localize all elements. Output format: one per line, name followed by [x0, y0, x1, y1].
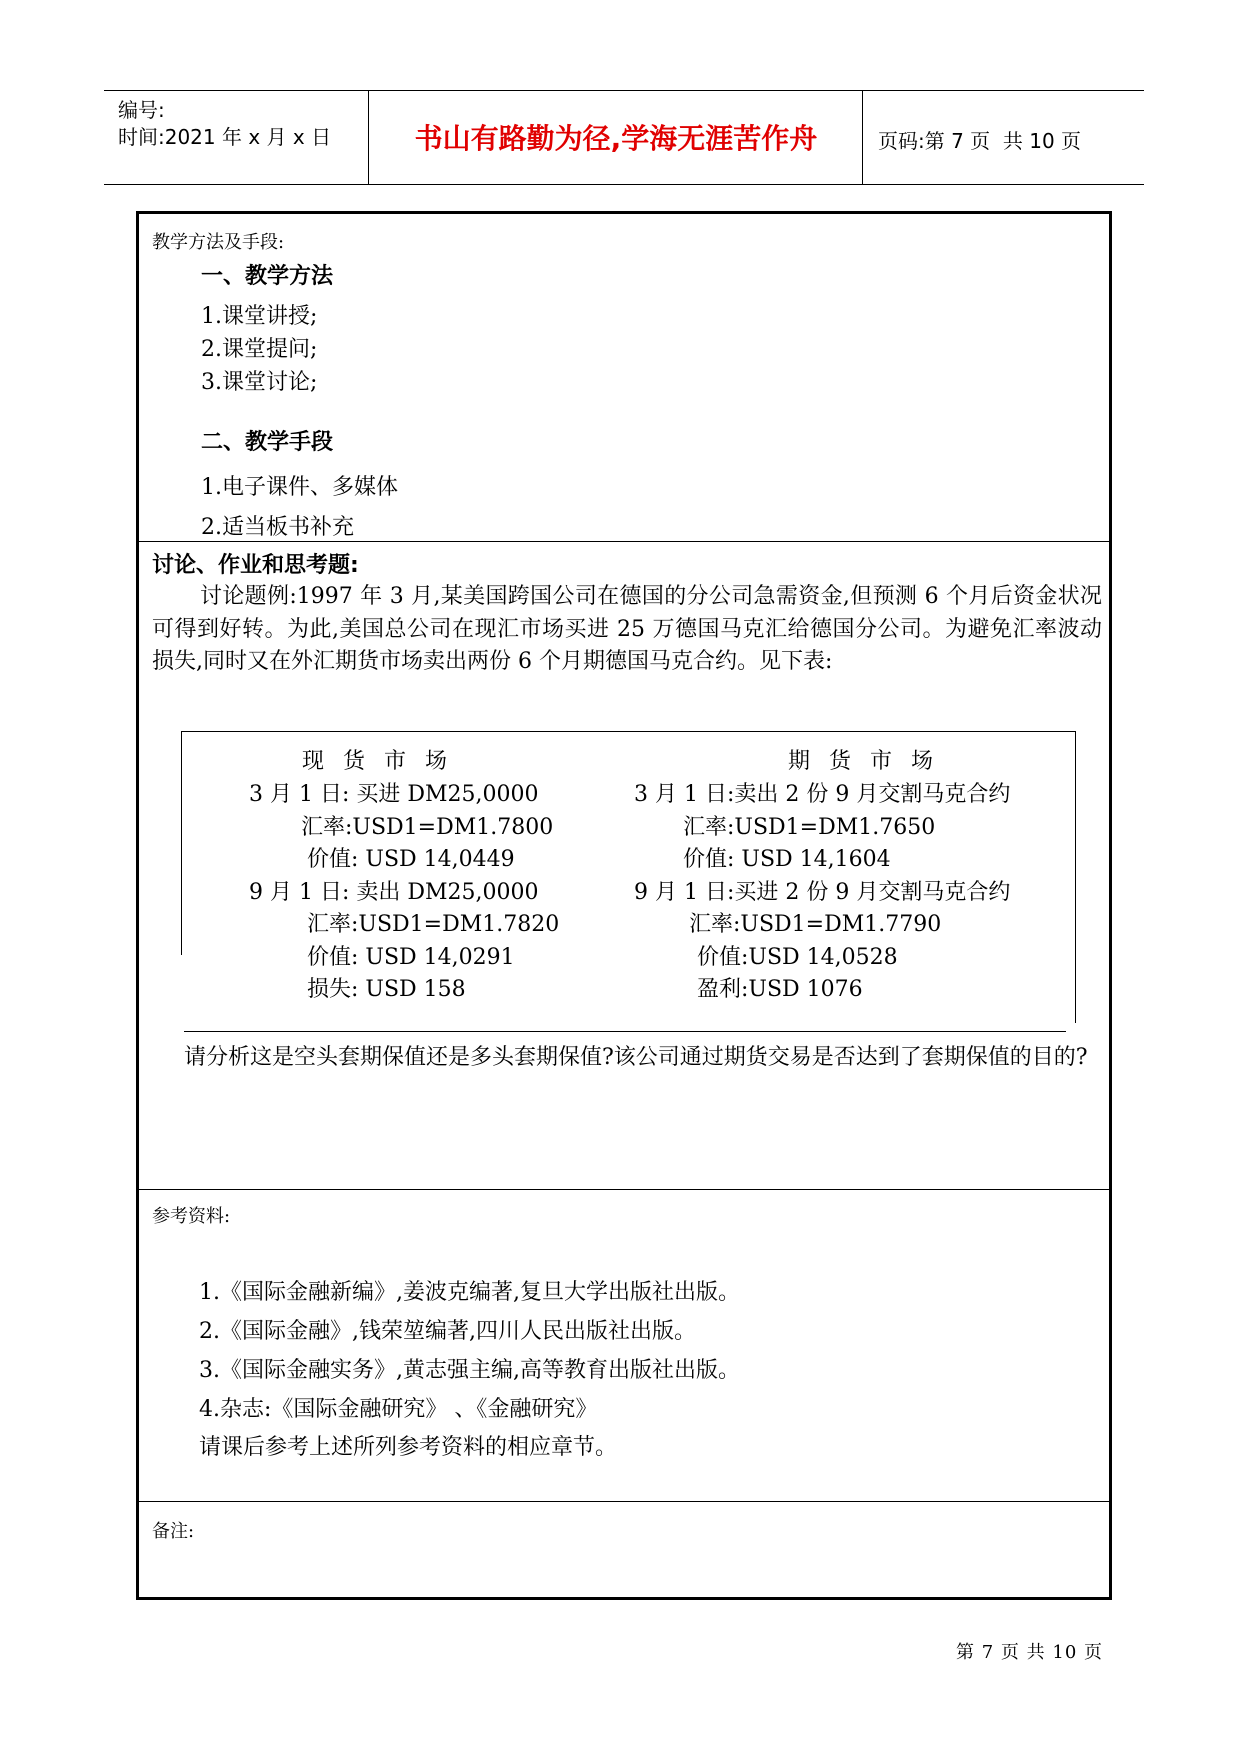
table-bottom-border [184, 1031, 1066, 1032]
methods-item: 3.课堂讨论; [201, 370, 318, 395]
futures-row: 价值:USD 14,0528 [697, 945, 898, 970]
header-page-cell [864, 91, 1144, 184]
page-footer: 第 7 页 共 10 页 [956, 1642, 1103, 1663]
methods-item: 2.适当板书补充 [201, 515, 354, 540]
header-motto-cell [370, 91, 863, 184]
methods-section-label: 教学方法及手段: [152, 232, 285, 253]
lesson-plan-table [136, 211, 1112, 1600]
spot-row: 价值: USD 14,0449 [307, 847, 515, 872]
futures-row: 汇率:USD1=DM1.7790 [689, 912, 942, 937]
futures-row: 3 月 1 日:卖出 2 份 9 月交割马克合约 [634, 782, 1011, 807]
futures-row: 价值: USD 14,1604 [683, 847, 891, 872]
futures-row: 9 月 1 日:买进 2 份 9 月交割马克合约 [634, 880, 1011, 905]
page-header [104, 90, 1144, 185]
remarks-section-label: 备注: [152, 1521, 195, 1542]
discussion-paragraph: 讨论题例:1997 年 3 月,某美国跨国公司在德国的分公司急需资金,但预测 6 个月后资金状况可得到好转。为此,美国总公司在现汇市场买进 25 万德国马克汇给德国分公司。为避免汇率波动损失,同时又在外汇期货市场卖出两份 6 个月期德国马克合约。见下表: [152, 584, 1102, 674]
reference-item: 3.《国际金融实务》,黄志强主编,高等教育出版社出版。 [199, 1358, 740, 1383]
discussion-title: 讨论、作业和思考题: [152, 553, 359, 578]
futures-market-header: 期 货 市 场 [788, 749, 939, 774]
spot-row: 汇率:USD1=DM1.7800 [301, 815, 554, 840]
table-top-border [181, 731, 1076, 732]
methods-part2-title: 二、教学手段 [201, 430, 334, 455]
header-info-cell [104, 91, 369, 184]
references-note: 请课后参考上述所列参考资料的相应章节。 [199, 1435, 618, 1460]
spot-row: 9 月 1 日: 卖出 DM25,0000 [249, 880, 539, 905]
row-divider [139, 1189, 1109, 1190]
spot-row: 3 月 1 日: 买进 DM25,0000 [249, 782, 539, 807]
doc-time-label: 时间:2021 年 x 月 x 日 [118, 125, 332, 149]
reference-item: 1.《国际金融新编》,姜波克编著,复旦大学出版社出版。 [199, 1280, 740, 1305]
methods-item: 1.课堂讲授; [201, 304, 318, 329]
futures-row: 盈利:USD 1076 [697, 977, 863, 1002]
header-page-number: 页码:第 7 页 共 10 页 [878, 129, 1082, 153]
table-right-border [1075, 731, 1076, 1023]
spot-market-header: 现 货 市 场 [302, 749, 453, 774]
motto-text: 书山有路勤为径,学海无涯苦作舟 [414, 122, 818, 155]
references-section-label: 参考资料: [152, 1206, 231, 1227]
doc-number-label: 编号: [118, 98, 165, 122]
methods-item: 1.电子课件、多媒体 [201, 475, 398, 500]
methods-item: 2.课堂提问; [201, 337, 318, 362]
discussion-question: 请分析这是空头套期保值还是多头套期保值?该公司通过期货交易是否达到了套期保值的目的? [184, 1045, 1088, 1070]
row-divider [139, 1501, 1109, 1502]
spot-row: 价值: USD 14,0291 [307, 945, 515, 970]
market-comparison-table [181, 731, 1076, 1035]
futures-row: 汇率:USD1=DM1.7650 [683, 815, 936, 840]
methods-part1-title: 一、教学方法 [201, 264, 334, 289]
reference-item: 2.《国际金融》,钱荣堃编著,四川人民出版社出版。 [199, 1319, 696, 1344]
spot-row: 损失: USD 158 [307, 977, 466, 1002]
spot-row: 汇率:USD1=DM1.7820 [307, 912, 560, 937]
row-divider [139, 541, 1109, 542]
table-left-border [181, 731, 182, 955]
reference-item: 4.杂志:《国际金融研究》 、《金融研究》 [199, 1397, 598, 1422]
